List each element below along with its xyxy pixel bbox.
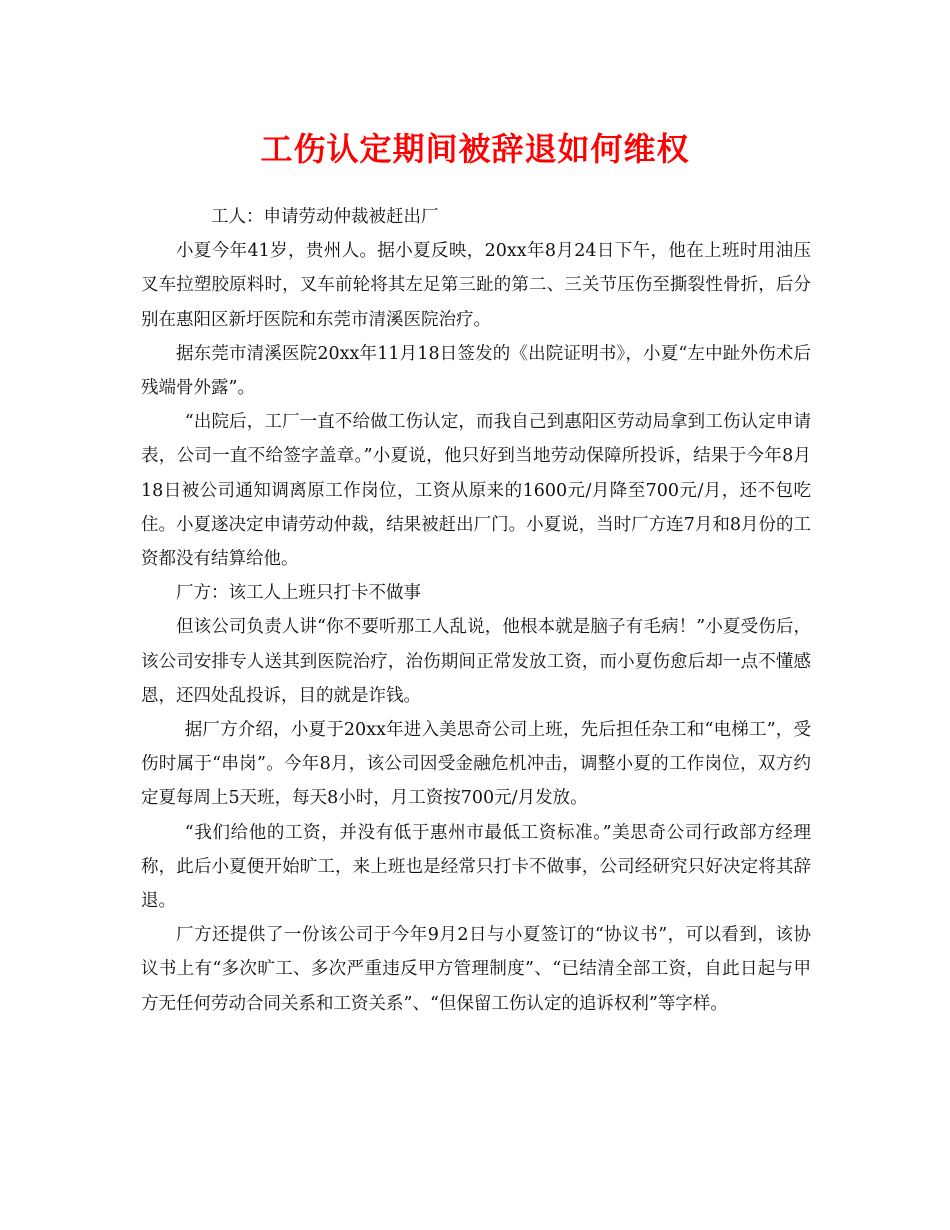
paragraph: 厂方还提供了一份该公司于今年9月2日与小夏签订的“协议书”，可以看到，该协议书上有“多次旷工、多次严重违反甲方管理制度”、“已结清全部工资，自此日起与甲方无任何劳动合同关系和工资关系”、“但保留工伤认定的追诉权利”等字样。 bbox=[141, 925, 811, 1014]
paragraph: “出院后，工厂一直不给做工伤认定，而我自己到惠阳区劳动局拿到工伤认定申请表，公司一直不给签字盖章。”小夏说，他只好到当地劳动保障所投诉，结果于今年8月18日被公司通知调离原工作岗位，工资从原来的1600元/月降至700元/月，还不包吃住。小夏遂决定申请劳动仲裁，结果被赶出厂门。小夏说，当时厂方连7月和8月份的工资都没有结算给他。 bbox=[141, 412, 811, 570]
paragraph: “我们给他的工资，并没有低于惠州市最低工资标准。”美思奇公司行政部方经理称，此后小夏便开始旷工，来上班也是经常只打卡不做事，公司经研究只好决定将其辞退。 bbox=[141, 822, 811, 912]
paragraph: 据东莞市清溪医院20xx年11月18日签发的《出院证明书》，小夏“左中趾外伤术后残端骨外露”。 bbox=[141, 343, 811, 399]
document-body bbox=[141, 200, 811, 1021]
section-heading-factory: 厂方：该工人上班只打卡不做事 bbox=[176, 583, 421, 604]
document-title: 工伤认定期间被辞退如何维权 bbox=[260, 130, 690, 168]
section-heading-worker: 工人：申请劳动仲裁被赶出厂 bbox=[211, 207, 439, 227]
paragraph: 但该公司负责人讲“你不要听那工人乱说，他根本就是脑子有毛病！”小夏受伤后，该公司安排专人送其到医院治疗，治伤期间正常发放工资，而小夏伤愈后却一点不懂感恩，还四处乱投诉，目的就是诈钱。 bbox=[141, 617, 811, 706]
paragraph: 据厂方介绍，小夏于20xx年进入美思奇公司上班，先后担任杂工和“电梯工”，受伤时属于“串岗”。今年8月，该公司因受金融危机冲击，调整小夏的工作岗位，双方约定夏每周上5天班，每天8小时，月工资按700元/月发放。 bbox=[141, 720, 811, 809]
paragraph: 小夏今年41岁，贵州人。据小夏反映，20xx年8月24日下午，他在上班时用油压叉车拉塑胶原料时，叉车前轮将其左足第三趾的第二、三关节压伤至撕裂性骨折，后分别在惠阳区新圩医院和东莞市清溪医院治疗。 bbox=[141, 241, 811, 330]
